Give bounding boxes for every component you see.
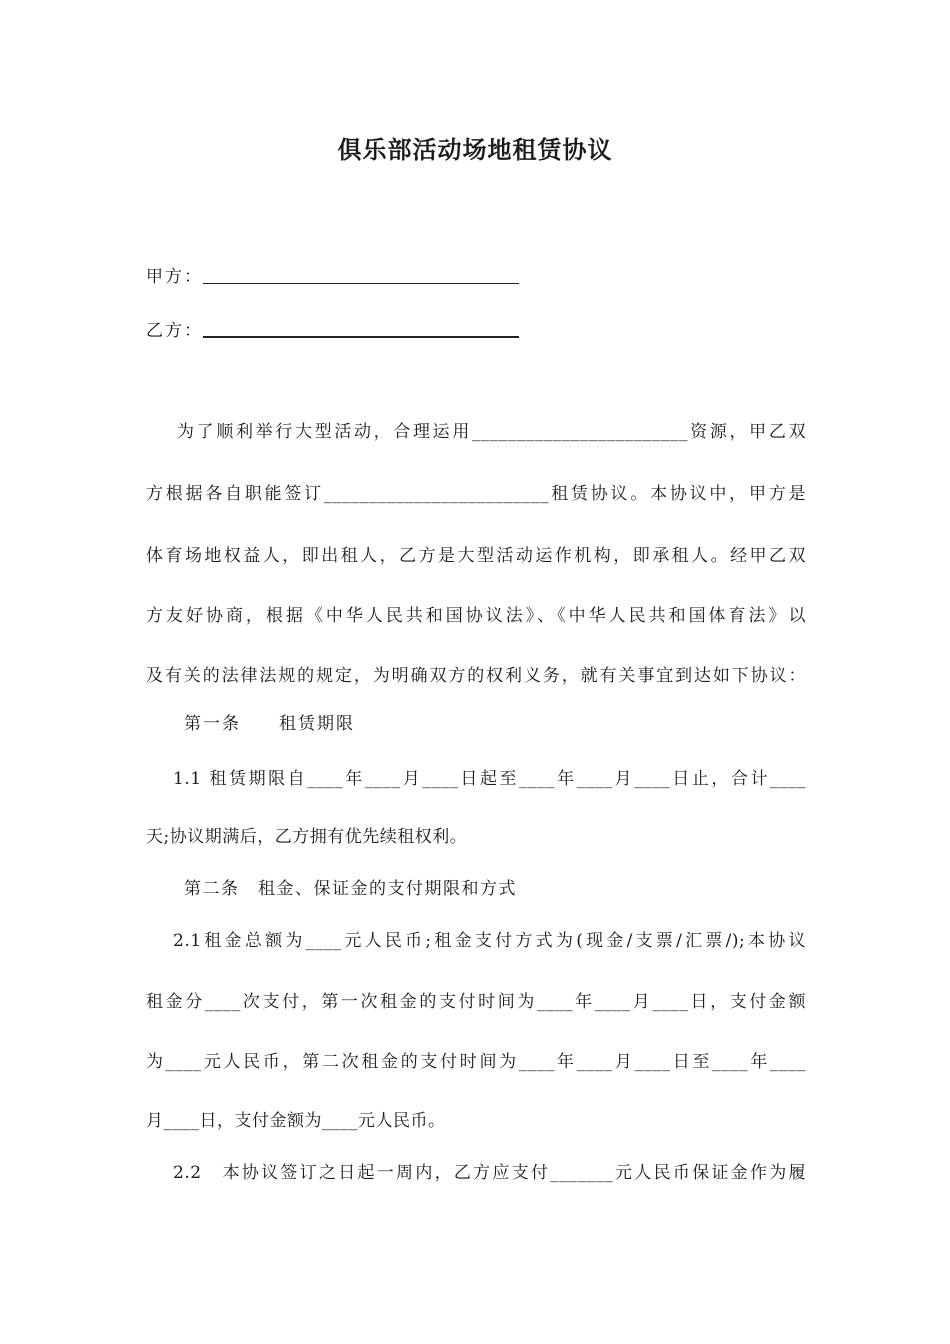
body-line: 天;协议期满后，乙方拥有优先续租权利。: [146, 827, 468, 847]
body-line: 2.2 本协议签订之日起一周内，乙方应支付_______元人民币保证金作为履: [173, 1163, 806, 1183]
party-b-line: [146, 316, 806, 341]
body-line: 体育场地权益人，即出租人，乙方是大型活动运作机构，即承租人。经甲乙双: [146, 546, 806, 566]
section-heading: 第一条 租赁期限: [184, 714, 355, 734]
party-b-blank: [203, 318, 519, 338]
body-line: 1.1 租赁期限自____年____月____日起至____年____月____日止，合计____: [173, 769, 806, 789]
body-line: 2.1租金总额为____元人民币;租金支付方式为(现金/支票/汇票/);本协议: [173, 931, 806, 951]
section-heading: 第二条 租金、保证金的支付期限和方式: [184, 879, 517, 899]
body-line: 月____日，支付金额为____元人民币。: [146, 1111, 446, 1131]
party-b-label: 乙方：: [146, 321, 203, 341]
party-a-blank: [203, 265, 519, 284]
body-line: 为____元人民币，第二次租金的支付时间为____年____月____日至____年____: [146, 1052, 806, 1072]
body-line: 方根据各自职能签订_________________________租赁协议。本协议中，甲方是: [146, 484, 806, 504]
body-line: 及有关的法律法规的规定，为明确双方的权利义务，就有关事宜到达如下协议：: [146, 666, 806, 686]
document-title: 俱乐部活动场地租赁协议: [337, 135, 613, 164]
party-a-label: 甲方：: [146, 267, 203, 287]
body-line: 为了顺利举行大型活动，合理运用________________________资源，甲乙双: [177, 422, 806, 442]
body-line: 方友好协商，根据《中华人民共和国协议法》、《中华人民共和国体育法》以: [146, 606, 806, 626]
body-line: 租金分____次支付，第一次租金的支付时间为____年____月____日，支付金额: [146, 992, 806, 1012]
party-a-line: [146, 262, 806, 287]
